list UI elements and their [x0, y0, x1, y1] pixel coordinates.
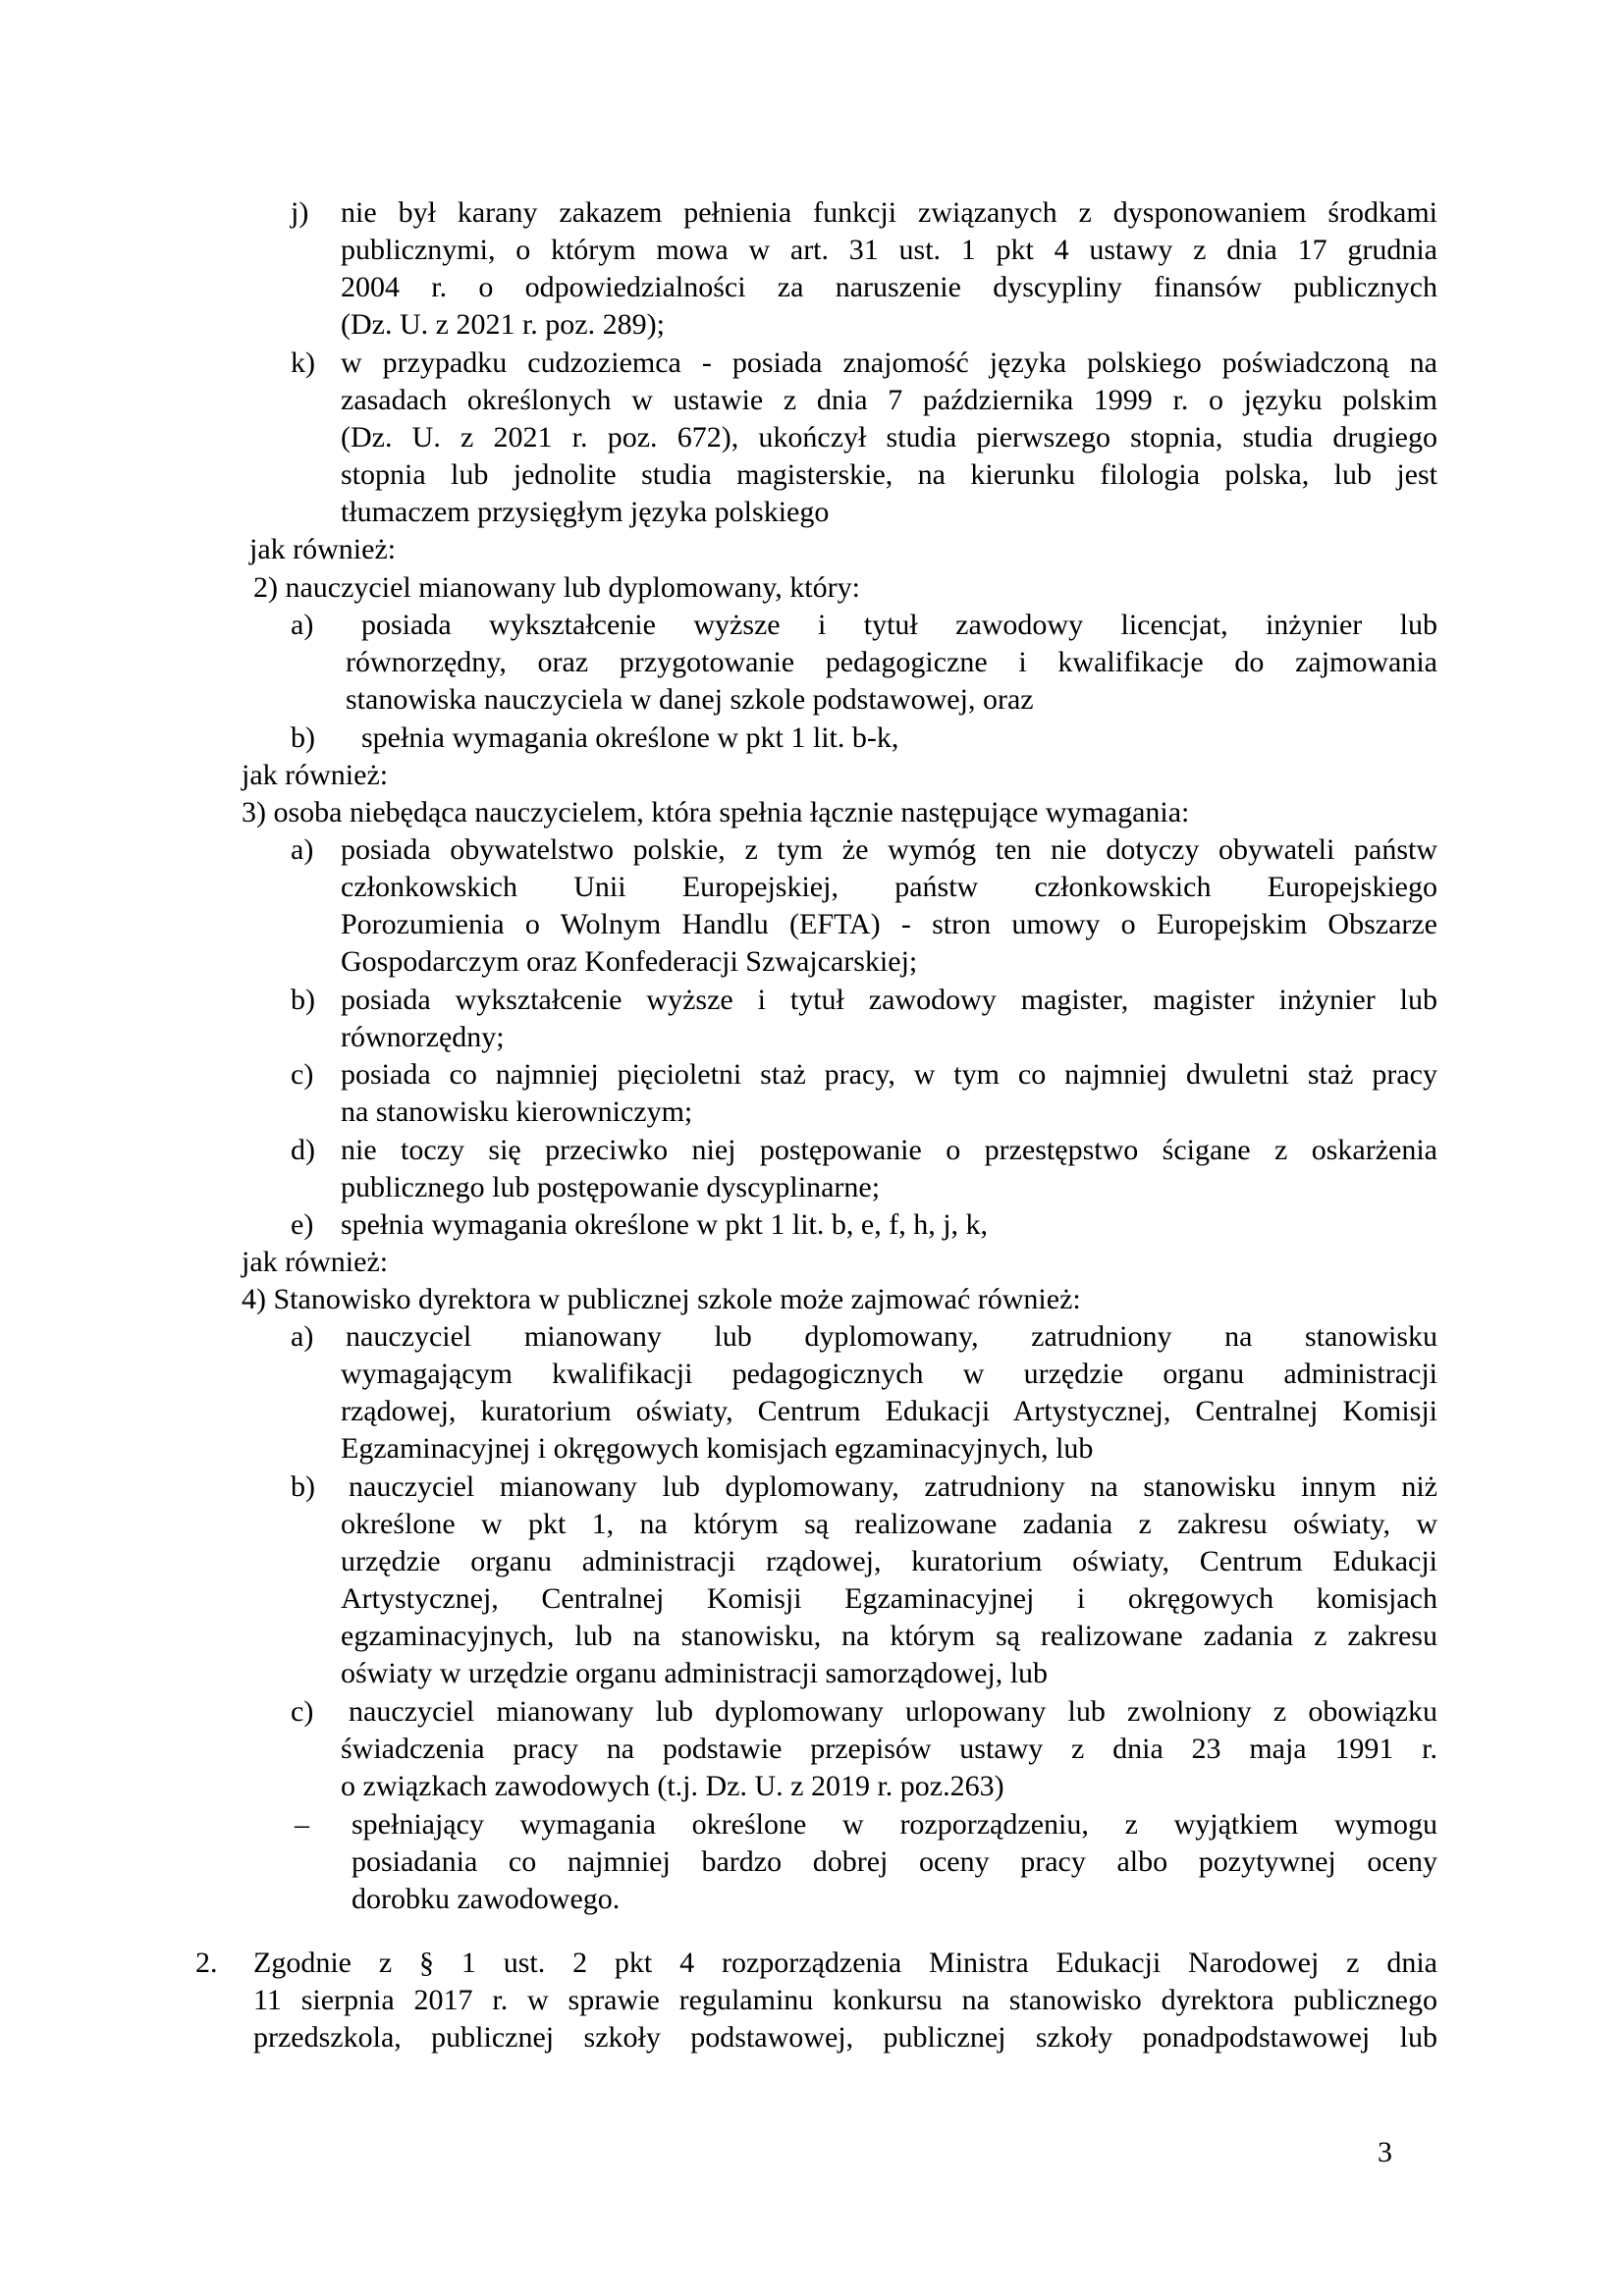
text-line: nauczyciel mianowany lub dyplomowany urlopowany lub zwolniony z obowiązku [349, 1695, 1437, 1728]
item-label-a: a) [291, 609, 314, 641]
text-line: oświaty w urzędzie organu administracji samorządowej, lub [341, 1657, 1049, 1689]
text-line: spełnia wymagania określone w pkt 1 lit. b-k, [361, 721, 899, 754]
text-line: nauczyciel mianowany lub dyplomowany, zatrudniony na stanowisku innym niż [349, 1470, 1437, 1503]
text-line: spełnia wymagania określone w pkt 1 lit. b, e, f, h, j, k, [341, 1208, 989, 1241]
point-heading: 3) osoba niebędąca nauczycielem, która spełnia łącznie następujące wymagania: [242, 796, 1190, 828]
text-line: Porozumienia o Wolnym Handlu (EFTA) - stron umowy o Europejskim Obszarze [341, 908, 1437, 940]
text-line: posiada wykształcenie wyższe i tytuł zawodowy magister, magister inżynier lub [341, 984, 1437, 1016]
text-line: określone w pkt 1, na którym są realizowane zadania z zakresu oświaty, w [341, 1508, 1437, 1540]
text-line: na stanowisku kierowniczym; [341, 1095, 693, 1128]
text-line: jak również: [242, 1246, 389, 1278]
item-label-b: b) [291, 1470, 315, 1503]
item-label-k: k) [291, 347, 315, 379]
text-line: publicznego lub postępowanie dyscyplinarne; [341, 1171, 881, 1203]
text-line: równorzędny; [341, 1021, 505, 1053]
text-line: posiadania co najmniej bardzo dobrej oceny pracy albo pozytywnej oceny [352, 1845, 1437, 1878]
item-label-d: d) [291, 1134, 315, 1166]
text-line: posiada wykształcenie wyższe i tytuł zawodowy licencjat, inżynier lub [361, 609, 1437, 641]
text-line: spełniający wymagania określone w rozporządzeniu, z wyjątkiem wymogu [352, 1808, 1437, 1841]
text-line: posiada co najmniej pięcioletni staż pracy, w tym co najmniej dwuletni staż pracy [341, 1058, 1437, 1091]
text-line: przedszkola, publicznej szkoły podstawowej, publicznej szkoły ponadpodstawowej lub [253, 2021, 1437, 2054]
text-line: stopnia lub jednolite studia magisterskie, na kierunku filologia polska, lub jest [341, 458, 1437, 491]
text-line: w przypadku cudzoziemca - posiada znajomość języka polskiego poświadczoną na [341, 347, 1437, 379]
item-label-e: e) [291, 1208, 314, 1241]
text-line: tłumaczem przysięgłym języka polskiego [341, 496, 830, 528]
dash-bullet: – [295, 1808, 309, 1841]
text-line: 2004 r. o odpowiedzialności za naruszenie dyscypliny finansów publicznych [341, 271, 1437, 303]
text-line: nie toczy się przeciwko niej postępowanie o przestępstwo ścigane z oskarżenia [341, 1134, 1437, 1166]
text-line: (Dz. U. z 2021 r. poz. 672), ukończył studia pierwszego stopnia, studia drugiego [341, 421, 1437, 454]
text-line: jak również: [249, 533, 397, 565]
item-label-b: b) [291, 984, 315, 1016]
text-line: (Dz. U. z 2021 r. poz. 289); [341, 308, 665, 341]
text-line: posiada obywatelstwo polskie, z tym że wymóg ten nie dotyczy obywateli państw [341, 833, 1437, 866]
item-label-j: j) [291, 196, 309, 229]
item-label-c: c) [291, 1058, 314, 1091]
point-heading: 4) Stanowisko dyrektora w publicznej szkole może zajmować również: [242, 1283, 1081, 1315]
text-line: publicznymi, o którym mowa w art. 31 ust. 1 pkt 4 ustawy z dnia 17 grudnia [341, 234, 1437, 266]
section-number: 2. [195, 1947, 218, 1979]
text-line: Gospodarczym oraz Konfederacji Szwajcarskiej; [341, 945, 918, 978]
text-line: zasadach określonych w ustawie z dnia 7 października 1999 r. o języku polskim [341, 384, 1437, 416]
text-line: urzędzie organu administracji rządowej, kuratorium oświaty, Centrum Edukacji [341, 1545, 1437, 1577]
text-line: Artystycznej, Centralnej Komisji Egzaminacyjnej i okręgowych komisjach [341, 1582, 1437, 1615]
text-line: wymagającym kwalifikacji pedagogicznych w urzędzie organu administracji [341, 1358, 1437, 1390]
text-line: nauczyciel mianowany lub dyplomowany, zatrudniony na stanowisku [346, 1320, 1437, 1353]
text-line: stanowiska nauczyciela w danej szkole podstawowej, oraz [346, 683, 1034, 716]
text-line: świadczenia pracy na podstawie przepisów ustawy z dnia 23 maja 1991 r. [341, 1733, 1437, 1765]
text-line: egzaminacyjnych, lub na stanowisku, na którym są realizowane zadania z zakresu [341, 1620, 1437, 1652]
text-line: dorobku zawodowego. [352, 1883, 621, 1915]
item-label-b: b) [291, 721, 315, 754]
text-line: jak również: [242, 759, 389, 791]
point-heading: 2) nauczyciel mianowany lub dyplomowany, który: [253, 571, 860, 604]
item-label-c: c) [291, 1695, 314, 1728]
text-line: nie był karany zakazem pełnienia funkcji związanych z dysponowaniem środkami [341, 196, 1437, 229]
item-label-a: a) [291, 1320, 314, 1353]
text-line: Egzaminacyjnej i okręgowych komisjach egzaminacyjnych, lub [341, 1432, 1094, 1465]
text-line: równorzędny, oraz przygotowanie pedagogiczne i kwalifikacje do zajmowania [346, 646, 1437, 678]
text-line: członkowskich Unii Europejskiej, państw członkowskich Europejskiego [341, 871, 1437, 903]
text-line: Zgodnie z § 1 ust. 2 pkt 4 rozporządzenia Ministra Edukacji Narodowej z dnia [253, 1947, 1437, 1979]
text-line: o związkach zawodowych (t.j. Dz. U. z 2019 r. poz.263) [341, 1770, 1004, 1802]
item-label-a: a) [291, 833, 314, 866]
text-line: rządowej, kuratorium oświaty, Centrum Edukacji Artystycznej, Centralnej Komisji [341, 1395, 1437, 1427]
page-number: 3 [1378, 2136, 1392, 2168]
text-line: 11 sierpnia 2017 r. w sprawie regulaminu konkursu na stanowisko dyrektora publicznego [253, 1984, 1437, 2016]
